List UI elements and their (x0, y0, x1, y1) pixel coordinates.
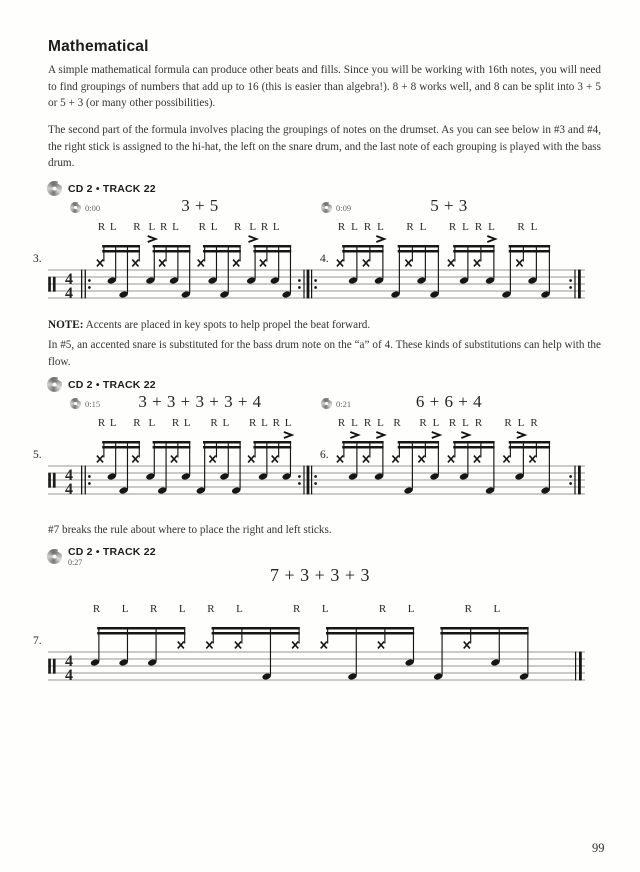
svg-text:R: R (133, 417, 141, 429)
svg-text:L: L (351, 417, 358, 429)
exercise-heading-4: 5 + 3 (430, 196, 468, 215)
svg-text:R: R (448, 417, 457, 429)
paragraph-substitution: In #5, an accented snare is substituted for the bass drum note on the “a” of 4. These kinds of substitutions can help with the flow. (48, 339, 601, 368)
svg-text:R: R (337, 221, 346, 233)
paragraph-note (48, 317, 601, 334)
svg-text:6.: 6. (320, 449, 329, 461)
svg-text:R: R (406, 221, 414, 233)
cd-track-callout-3 (47, 546, 156, 567)
cd-icon (70, 398, 81, 409)
cd-track-callout-2 (47, 377, 156, 392)
svg-text:L: L (109, 417, 117, 429)
timestamp-text: 0:27 (68, 558, 83, 567)
cd-icon (321, 202, 332, 213)
cd-track-label: CD 2 • TRACK 22 (68, 378, 156, 391)
svg-text:R: R (378, 603, 387, 615)
svg-text:R: R (293, 603, 301, 615)
svg-text:R: R (337, 417, 346, 429)
svg-text:L: L (109, 221, 117, 233)
paragraph-intro: A simple mathematical formula can produce other beats and fills. Since you will be working with 16th notes, you will need to find groupings of numbers that add up to 16 (this is easier than algebra!). 8 + 8 works well, and 8 can be split into 3 + 5 or 5 + 3 (or many other possibilities). (48, 64, 601, 110)
timestamp-ex5 (70, 398, 100, 409)
svg-text:L: L (377, 221, 384, 233)
cd-track-callout-1 (47, 181, 156, 196)
svg-text:R: R (234, 221, 242, 233)
svg-text:R: R (249, 417, 257, 429)
svg-text:L: L (321, 603, 329, 615)
svg-text:R: R (474, 221, 483, 233)
svg-text:L: L (377, 417, 384, 429)
timestamp-ex4 (321, 202, 351, 213)
svg-text:L: L (493, 603, 501, 615)
exercise-heading-6: 6 + 6 + 4 (415, 392, 483, 411)
svg-text:L: L (432, 417, 440, 429)
notation-system-exercises-5-6 (0, 412, 640, 507)
svg-text:L: L (419, 221, 427, 233)
svg-text:R: R (171, 417, 180, 429)
svg-text:R: R (207, 603, 215, 615)
timestamp-ex6 (321, 398, 351, 409)
page-title: Mathematical (48, 38, 149, 55)
svg-text:R: R (504, 417, 512, 429)
svg-text:L: L (172, 221, 179, 233)
svg-text:L: L (210, 221, 218, 233)
svg-text:L: L (462, 417, 469, 429)
exercise-heading-5: 3 + 3 + 3 + 3 + 4 (138, 392, 262, 411)
timestamp-text: 0:00 (85, 202, 101, 213)
cd-track-label: CD 2 • TRACK 22 (68, 182, 156, 195)
svg-text:4: 4 (65, 652, 73, 670)
svg-text:R: R (97, 417, 106, 429)
svg-text:R: R (530, 417, 538, 429)
svg-text:L: L (407, 603, 415, 615)
svg-text:R: R (210, 417, 218, 429)
timestamp-ex3 (70, 202, 100, 213)
svg-text:4: 4 (65, 270, 73, 288)
note-text: Accents are placed in key spots to help propel the beat forward. (85, 319, 371, 331)
svg-text:4: 4 (65, 284, 73, 302)
paragraph-formula-part2: The second part of the formula involves placing the groupings of notes on the drumset. As you can see below in #3 and #4, the right stick is assigned to the hi-hat, the left on the snare drum, and the last note of each grouping is played with the bass drum. (48, 124, 601, 170)
svg-text:4: 4 (65, 666, 73, 684)
svg-text:L: L (183, 417, 191, 429)
svg-text:L: L (284, 417, 292, 429)
svg-text:L: L (148, 221, 156, 233)
cd-icon (47, 181, 62, 196)
svg-text:R: R (474, 417, 483, 429)
svg-text:R: R (464, 603, 472, 615)
svg-text:L: L (530, 221, 538, 233)
svg-text:R: R (517, 221, 525, 233)
svg-text:R: R (363, 417, 372, 429)
svg-text:L: L (261, 417, 268, 429)
page-number: 99 (592, 841, 605, 855)
svg-text:R: R (448, 221, 457, 233)
svg-text:4.: 4. (320, 253, 329, 265)
timestamp-text: 0:21 (336, 398, 352, 409)
svg-text:R: R (133, 221, 141, 233)
svg-text:R: R (150, 603, 158, 615)
svg-text:7.: 7. (33, 635, 42, 647)
svg-text:R: R (92, 603, 101, 615)
svg-text:R: R (260, 221, 269, 233)
note-label: NOTE: (48, 319, 84, 331)
svg-text:R: R (419, 417, 427, 429)
svg-text:L: L (236, 603, 243, 615)
svg-text:4: 4 (65, 480, 73, 498)
svg-text:L: L (178, 603, 186, 615)
svg-text:5.: 5. (33, 449, 42, 461)
cd-icon (47, 549, 62, 564)
svg-text:3.: 3. (33, 253, 42, 265)
svg-text:L: L (148, 417, 156, 429)
svg-text:R: R (97, 221, 106, 233)
svg-text:R: R (160, 221, 168, 233)
svg-text:L: L (249, 221, 257, 233)
svg-text:R: R (272, 417, 280, 429)
svg-text:L: L (488, 221, 495, 233)
cd-icon (47, 377, 62, 392)
cd-icon (70, 202, 81, 213)
cd-icon (321, 398, 332, 409)
timestamp-text: 0:15 (85, 398, 101, 409)
svg-text:L: L (351, 221, 358, 233)
svg-text:L: L (462, 221, 469, 233)
exercise-heading-7: 7 + 3 + 3 + 3 (270, 565, 370, 585)
paragraph-ex7-rule: #7 breaks the rule about where to place the right and left sticks. (48, 524, 332, 536)
svg-text:L: L (272, 221, 280, 233)
svg-text:R: R (198, 221, 206, 233)
svg-text:R: R (393, 417, 401, 429)
cd-track-label: CD 2 • TRACK 22 (68, 546, 156, 558)
exercise-heading-3: 3 + 5 (181, 196, 219, 215)
svg-text:4: 4 (65, 466, 73, 484)
svg-text:L: L (517, 417, 525, 429)
svg-text:R: R (363, 221, 372, 233)
svg-text:L: L (121, 603, 129, 615)
svg-text:L: L (222, 417, 230, 429)
timestamp-text: 0:09 (336, 202, 352, 213)
notation-system-exercises-3-4 (0, 216, 640, 311)
notation-system-exercise-7 (0, 598, 640, 693)
